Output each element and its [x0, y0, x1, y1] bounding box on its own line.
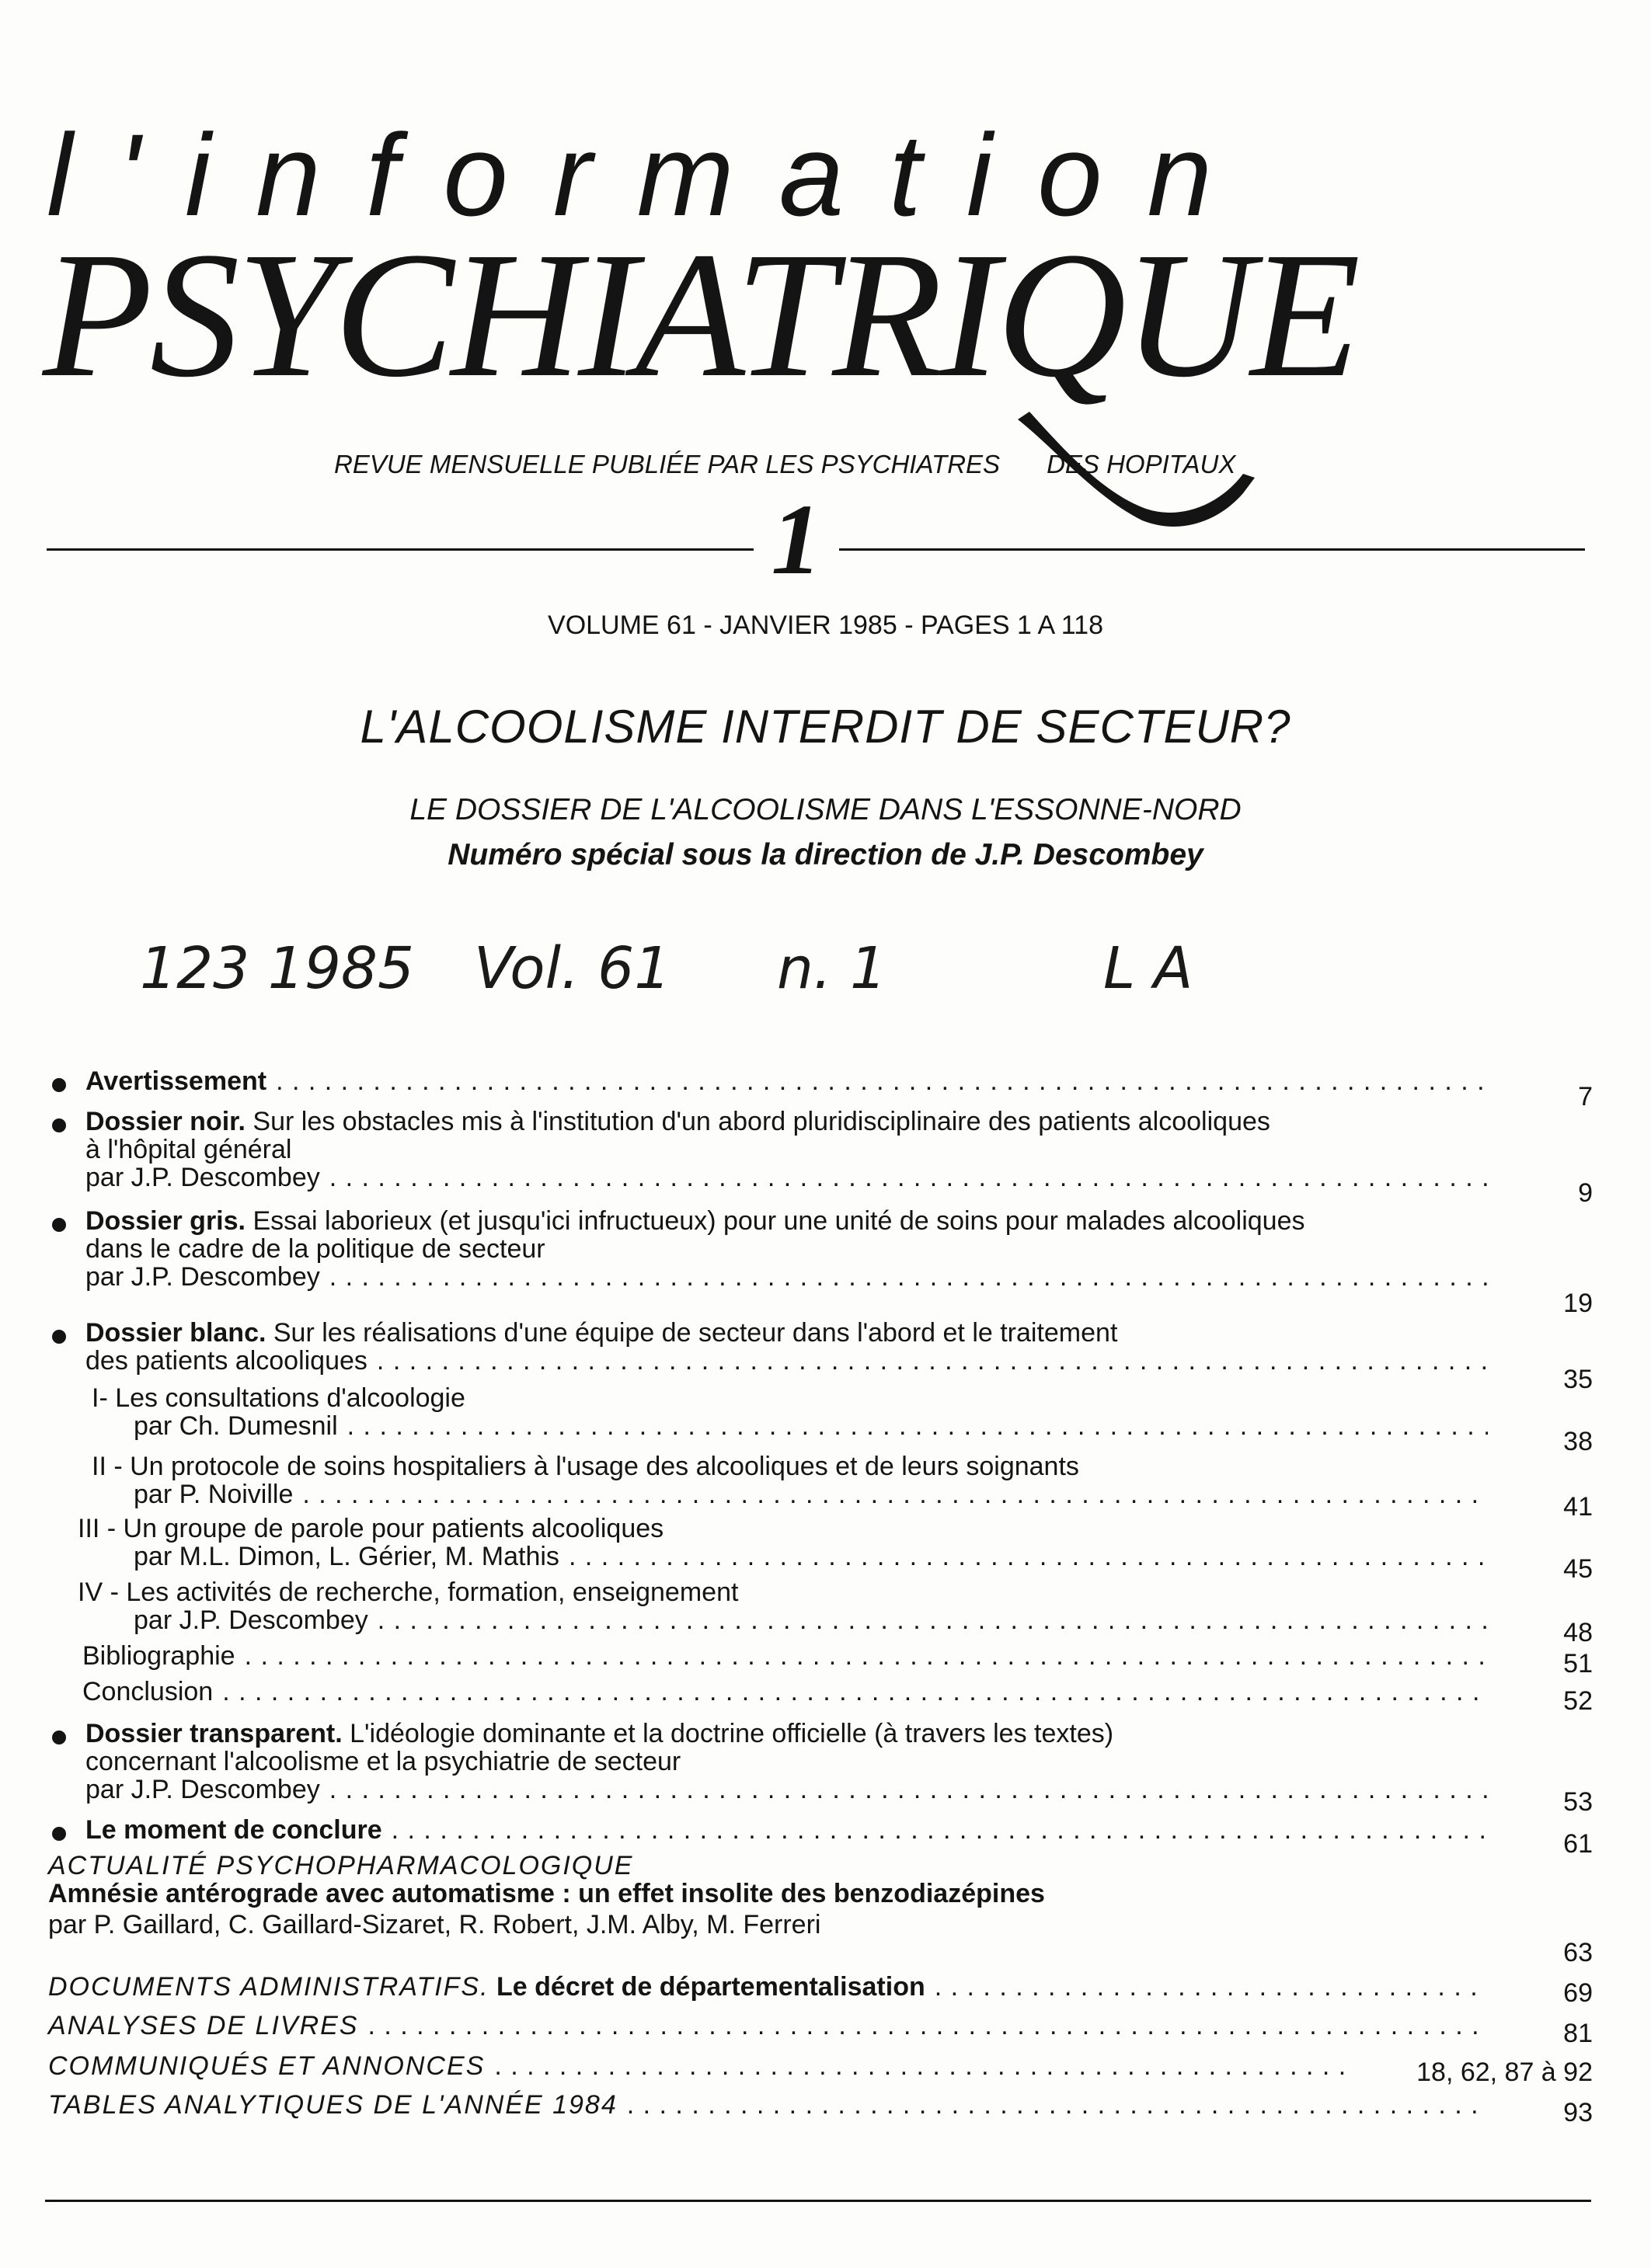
toc-gris-text1: Essai laborieux (et jusqu'ici infructueux) pour une unité de soins pour malades alcooliques [253, 1206, 1305, 1236]
toc-page-blanc-s4: 48 [1563, 1618, 1593, 1647]
leader-dots [329, 1261, 1488, 1292]
handwritten-volume: Vol. 61 [474, 935, 671, 1002]
toc-gris-text2: dans le cadre de la politique de secteur [85, 1234, 545, 1264]
toc-blanc-s2-title: II - Un protocole de soins hospitaliers à l'usage des alcooliques et de leurs soignants [92, 1452, 1079, 1481]
toc-blanc-s3-title: III - Un groupe de parole pour patients alcooliques [78, 1514, 664, 1543]
toc-page-transparent: 53 [1563, 1787, 1593, 1817]
toc-page-documents: 69 [1563, 1978, 1593, 2008]
toc-noir-author: par J.P. Descombey [85, 1163, 320, 1192]
toc-entry-communiques [48, 2051, 1346, 2082]
toc-avertissement-label: Avertissement [85, 1066, 267, 1096]
toc-entry-transparent [85, 1718, 1113, 1749]
toc-page-gris: 19 [1563, 1289, 1593, 1318]
masthead-title: PSYCHIATRIQUE [43, 215, 1358, 415]
toc-bullet [52, 1118, 66, 1132]
toc-blanc-s1-author: par Ch. Dumesnil [134, 1411, 338, 1441]
toc-transparent-author: par J.P. Descombey [85, 1775, 320, 1804]
toc-tables-section: TABLES ANALYTIQUES DE L'ANNÉE 1984 [48, 2090, 618, 2120]
toc-noir-author-line [85, 1162, 1488, 1193]
toc-blanc-text1: Sur les réalisations d'une équipe de secteur dans l'abord et le traitement [273, 1318, 1118, 1348]
leader-dots [245, 1640, 1488, 1671]
masthead-line1: l'information [47, 110, 1257, 240]
toc-page-tables: 93 [1563, 2098, 1593, 2127]
toc-entry-gris [85, 1205, 1304, 1237]
toc-entry-avertissement [85, 1066, 1488, 1097]
toc-page-actualite: 63 [1563, 1938, 1593, 1967]
toc-blanc-text2-line [85, 1345, 1488, 1376]
leader-dots [329, 1162, 1488, 1193]
leader-dots [494, 2051, 1346, 2082]
toc-transparent-text2: concernant l'alcoolisme et la psychiatrie de secteur [85, 1747, 681, 1776]
toc-blanc-s4-title: IV - Les activités de recherche, formation, enseignement [78, 1578, 739, 1607]
toc-transparent-label: Dossier transparent. [85, 1719, 343, 1748]
leader-dots [392, 1814, 1488, 1845]
toc-page-moment: 61 [1563, 1829, 1593, 1859]
volume-line: VOLUME 61 - JANVIER 1985 - PAGES 1 A 118 [548, 610, 1103, 640]
handwritten-number: 123 1985 [140, 935, 415, 1002]
leader-dots [276, 1066, 1488, 1097]
toc-entry-analyses [48, 2010, 1488, 2041]
toc-blanc-conclusion-line [82, 1676, 1488, 1707]
leader-dots [367, 2010, 1488, 2041]
toc-documents-section: DOCUMENTS ADMINISTRATIFS. [48, 1972, 489, 2002]
leader-dots [222, 1676, 1488, 1707]
issue-number: 1 [771, 484, 822, 596]
toc-blanc-biblio-line [82, 1640, 1488, 1671]
toc-page-communiques: 18, 62, 87 à 92 [1416, 2058, 1593, 2087]
bottom-rule [45, 2200, 1591, 2202]
toc-blanc-s2-author: par P. Noiville [134, 1480, 294, 1509]
leader-dots [378, 1605, 1488, 1636]
toc-moment-label: Le moment de conclure [85, 1815, 382, 1845]
toc-blanc-biblio: Bibliographie [82, 1641, 235, 1671]
toc-blanc-s4-author: par J.P. Descombey [134, 1605, 368, 1635]
toc-actualite-author: par P. Gaillard, C. Gaillard-Sizaret, R. Robert, J.M. Alby, M. Ferreri [48, 1910, 821, 1939]
toc-bullet [52, 1731, 66, 1744]
toc-bullet [52, 1827, 66, 1841]
toc-communiques-section: COMMUNIQUÉS ET ANNONCES [48, 2051, 486, 2081]
toc-blanc-s3-author-line [134, 1541, 1488, 1572]
toc-entry-noir [85, 1106, 1270, 1137]
special-issue-note: Numéro spécial sous la direction de J.P. Descombey [448, 838, 1203, 871]
toc-bullet [52, 1078, 66, 1092]
toc-blanc-s1-author-line [134, 1411, 1488, 1442]
toc-blanc-s4-author-line [134, 1605, 1488, 1636]
toc-transparent-author-line [85, 1774, 1488, 1805]
handwritten-issue: n. 1 [777, 935, 887, 1002]
subtitle-part-a: REVUE MENSUELLE PUBLIÉE PAR LES PSYCHIATRES [334, 450, 1001, 478]
toc-noir-text2: à l'hôpital général [85, 1135, 292, 1164]
toc-blanc-text2: des patients alcooliques [85, 1346, 367, 1376]
toc-entry-blanc [85, 1317, 1117, 1348]
toc-page-conclusion: 52 [1563, 1686, 1593, 1716]
toc-page-analyses: 81 [1563, 2019, 1593, 2048]
toc-entry-documents [48, 1971, 1488, 2002]
toc-blanc-s1-title: I- Les consultations d'alcoologie [92, 1383, 465, 1413]
toc-page-blanc: 35 [1563, 1365, 1593, 1394]
toc-blanc-label: Dossier blanc. [85, 1318, 266, 1348]
toc-bullet [52, 1330, 66, 1344]
toc-page-blanc-s1: 38 [1563, 1427, 1593, 1456]
issue-rule-left [47, 548, 754, 551]
toc-documents-title: Le décret de départementalisation [496, 1972, 925, 2002]
issue-subheadline: LE DOSSIER DE L'ALCOOLISME DANS L'ESSONNE-NORD [409, 793, 1242, 826]
toc-actualite-section: ACTUALITÉ PSYCHOPHARMACOLOGIQUE [48, 1851, 634, 1880]
toc-entry-tables [48, 2089, 1488, 2120]
toc-actualite-title [48, 1878, 1045, 1909]
toc-transparent-text1: L'idéologie dominante et la doctrine officielle (à travers les textes) [350, 1719, 1114, 1748]
subtitle-part-b: DES HOPITAUX [1047, 450, 1236, 478]
toc-blanc-s3-author: par M.L. Dimon, L. Gérier, M. Mathis [134, 1542, 559, 1571]
handwritten-code: L A [1103, 935, 1193, 1002]
toc-noir-text1: Sur les obstacles mis à l'institution d'un abord pluridisciplinaire des patients alcooliques [253, 1107, 1270, 1136]
masthead-subtitle [334, 449, 1391, 480]
toc-bullet [52, 1218, 66, 1232]
leader-dots [627, 2089, 1488, 2120]
toc-page-blanc-s3: 45 [1563, 1554, 1593, 1584]
issue-rule-right [839, 548, 1585, 551]
leader-dots [569, 1541, 1488, 1572]
leader-dots [377, 1345, 1488, 1376]
toc-page-blanc-s2: 41 [1563, 1492, 1593, 1522]
toc-analyses-section: ANALYSES DE LIVRES [48, 2011, 359, 2040]
toc-blanc-conclusion: Conclusion [82, 1677, 214, 1706]
toc-page-avertissement: 7 [1578, 1082, 1593, 1111]
leader-dots [935, 1971, 1488, 2002]
toc-gris-author-line [85, 1261, 1488, 1292]
leader-dots [329, 1774, 1488, 1805]
toc-entry-moment [85, 1814, 1488, 1845]
toc-blanc-s2-author-line [134, 1479, 1488, 1510]
issue-headline: L'ALCOOLISME INTERDIT DE SECTEUR? [360, 701, 1291, 753]
toc-gris-label: Dossier gris. [85, 1206, 246, 1236]
toc-actualite-title-text: Amnésie antérograde avec automatisme : un effet insolite des benzodiazépines [48, 1879, 1045, 1908]
leader-dots [302, 1479, 1488, 1510]
toc-page-noir: 9 [1578, 1178, 1593, 1208]
toc-gris-author: par J.P. Descombey [85, 1262, 320, 1292]
toc-page-biblio: 51 [1563, 1649, 1593, 1678]
handwritten-catalogue-note [140, 924, 1305, 1010]
toc-noir-label: Dossier noir. [85, 1107, 246, 1136]
leader-dots [347, 1411, 1488, 1442]
